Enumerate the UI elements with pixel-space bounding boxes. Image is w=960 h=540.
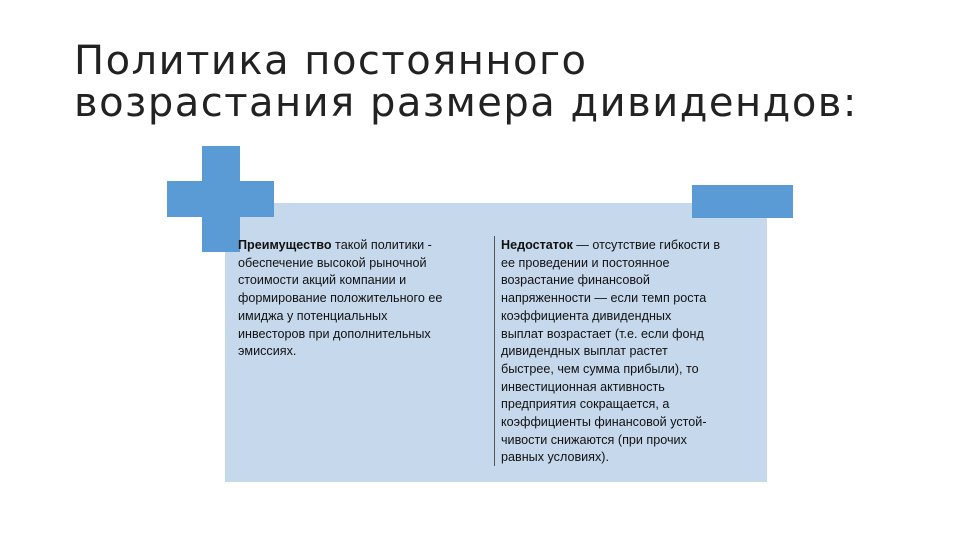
plus-icon-vertical-bar — [202, 146, 240, 252]
disadvantage-line-1-rest: — отсутствие гибкости в — [572, 238, 721, 252]
disadvantage-line: возрастание финансовой — [501, 273, 650, 288]
disadvantage-line: быстрее, чем сумма прибыли), то — [501, 361, 699, 376]
advantage-line-1 — [238, 237, 488, 255]
disadvantage-line: коэффициенты финансовой устой- — [501, 415, 707, 430]
advantage-term: Преимущество — [238, 238, 332, 252]
disadvantage-text — [501, 237, 756, 467]
title-line-1: Политика постоянного — [74, 38, 588, 84]
disadvantage-line: инвестиционная активность — [501, 379, 665, 394]
advantage-line: инвесторов при дополнительных — [238, 326, 431, 341]
disadvantage-line: равных условиях). — [501, 450, 609, 465]
page-title — [74, 40, 934, 124]
disadvantage-line: предприятия сокращается, а — [501, 397, 670, 412]
advantage-line: формирование положительного ее — [238, 291, 443, 306]
advantage-line: эмиссиях. — [238, 344, 297, 359]
advantage-line: стоимости акций компании и — [238, 273, 407, 288]
disadvantage-line: чивости снижаются (при прочих — [501, 432, 687, 447]
minus-icon — [692, 185, 793, 218]
advantage-text — [238, 237, 488, 361]
title-line-2: возрастания размера дивидендов: — [74, 80, 858, 126]
disadvantage-line: выплат возрастает (т.е. если фонд — [501, 326, 704, 341]
disadvantage-term: Недостаток — [501, 238, 573, 252]
disadvantage-line-1 — [501, 237, 756, 255]
disadvantage-line: дивидендных выплат растет — [501, 344, 668, 359]
disadvantage-line: напряженности — если темп роста — [501, 291, 707, 306]
advantage-line-1-rest: такой политики - — [331, 238, 432, 252]
column-divider — [494, 236, 495, 466]
advantage-line: имиджа у потенциальных — [238, 308, 388, 323]
disadvantage-line: коэффициента дивидендных — [501, 308, 672, 323]
advantage-line: обеспечение высокой рыночной — [238, 255, 427, 270]
disadvantage-line: ее проведении и постоянное — [501, 255, 670, 270]
